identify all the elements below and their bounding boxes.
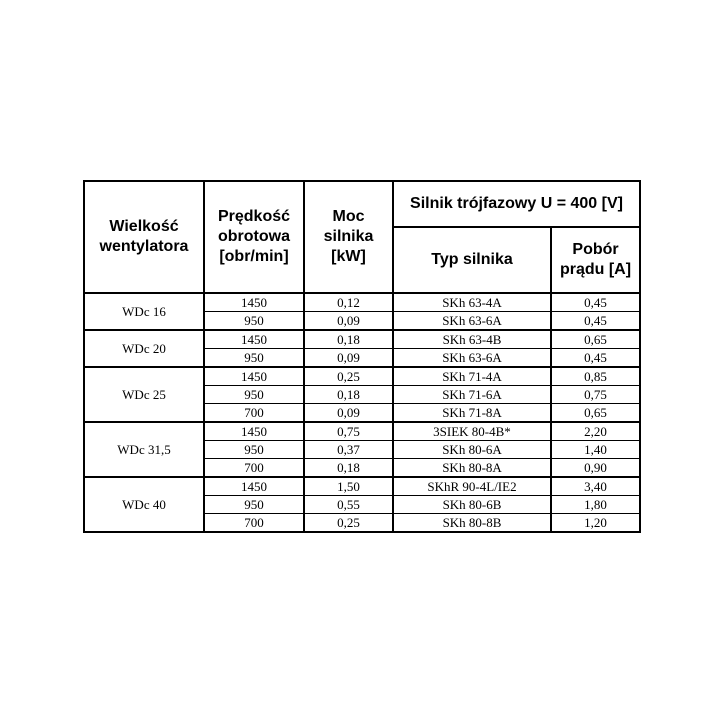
current-cell: 2,20 xyxy=(551,422,640,441)
speed-cell: 1450 xyxy=(204,330,304,349)
power-cell: 0,09 xyxy=(304,349,393,368)
speed-cell: 700 xyxy=(204,459,304,478)
header-three-phase-motor: Silnik trójfazowy U = 400 [V] xyxy=(393,181,640,227)
fan-size-cell: WDc 20 xyxy=(84,330,204,367)
fan-motor-table xyxy=(83,180,641,533)
power-cell: 0,18 xyxy=(304,386,393,404)
table-row xyxy=(84,293,640,312)
motor-type-cell: SKh 71-4A xyxy=(393,367,551,386)
header-motor-power: Moc silnika [kW] xyxy=(304,181,393,293)
current-cell: 0,45 xyxy=(551,349,640,368)
power-cell: 0,75 xyxy=(304,422,393,441)
speed-cell: 1450 xyxy=(204,422,304,441)
power-cell: 0,18 xyxy=(304,459,393,478)
current-cell: 0,75 xyxy=(551,386,640,404)
speed-cell: 1450 xyxy=(204,477,304,496)
fan-size-cell: WDc 31,5 xyxy=(84,422,204,477)
fan-size-cell: WDc 25 xyxy=(84,367,204,422)
header-current-draw: Pobór prądu [A] xyxy=(551,227,640,293)
speed-cell: 1450 xyxy=(204,367,304,386)
speed-cell: 950 xyxy=(204,349,304,368)
power-cell: 0,37 xyxy=(304,441,393,459)
header-motor-type: Typ silnika xyxy=(393,227,551,293)
motor-type-cell: SKh 63-4B xyxy=(393,330,551,349)
power-cell: 1,50 xyxy=(304,477,393,496)
power-cell: 0,55 xyxy=(304,496,393,514)
speed-cell: 950 xyxy=(204,312,304,331)
table-row xyxy=(84,422,640,441)
power-cell: 0,18 xyxy=(304,330,393,349)
current-cell: 1,80 xyxy=(551,496,640,514)
motor-type-cell: SKh 80-8B xyxy=(393,514,551,533)
speed-cell: 950 xyxy=(204,496,304,514)
power-cell: 0,25 xyxy=(304,514,393,533)
motor-type-cell: SKh 80-6A xyxy=(393,441,551,459)
table-header xyxy=(84,181,640,293)
motor-type-cell: SKh 63-6A xyxy=(393,312,551,331)
motor-type-cell: SKhR 90-4L/IE2 xyxy=(393,477,551,496)
current-cell: 0,65 xyxy=(551,404,640,423)
motor-type-cell: SKh 63-4A xyxy=(393,293,551,312)
power-cell: 0,09 xyxy=(304,312,393,331)
fan-size-cell: WDc 16 xyxy=(84,293,204,330)
power-cell: 0,12 xyxy=(304,293,393,312)
current-cell: 0,85 xyxy=(551,367,640,386)
header-fan-size: Wielkość wentylatora xyxy=(84,181,204,293)
motor-type-cell: SKh 63-6A xyxy=(393,349,551,368)
current-cell: 3,40 xyxy=(551,477,640,496)
fan-motor-table-container xyxy=(83,180,639,533)
table-row xyxy=(84,477,640,496)
motor-type-cell: SKh 80-6B xyxy=(393,496,551,514)
motor-type-cell: 3SIEK 80-4B* xyxy=(393,422,551,441)
table-row xyxy=(84,330,640,349)
table-row xyxy=(84,367,640,386)
current-cell: 1,20 xyxy=(551,514,640,533)
power-cell: 0,25 xyxy=(304,367,393,386)
current-cell: 0,45 xyxy=(551,312,640,331)
speed-cell: 950 xyxy=(204,386,304,404)
speed-cell: 700 xyxy=(204,514,304,533)
table-body xyxy=(84,293,640,532)
current-cell: 0,65 xyxy=(551,330,640,349)
speed-cell: 700 xyxy=(204,404,304,423)
speed-cell: 1450 xyxy=(204,293,304,312)
current-cell: 1,40 xyxy=(551,441,640,459)
current-cell: 0,45 xyxy=(551,293,640,312)
current-cell: 0,90 xyxy=(551,459,640,478)
speed-cell: 950 xyxy=(204,441,304,459)
motor-type-cell: SKh 71-6A xyxy=(393,386,551,404)
power-cell: 0,09 xyxy=(304,404,393,423)
motor-type-cell: SKh 71-8A xyxy=(393,404,551,423)
header-rotational-speed: Prędkość obrotowa [obr/min] xyxy=(204,181,304,293)
motor-type-cell: SKh 80-8A xyxy=(393,459,551,478)
fan-size-cell: WDc 40 xyxy=(84,477,204,532)
